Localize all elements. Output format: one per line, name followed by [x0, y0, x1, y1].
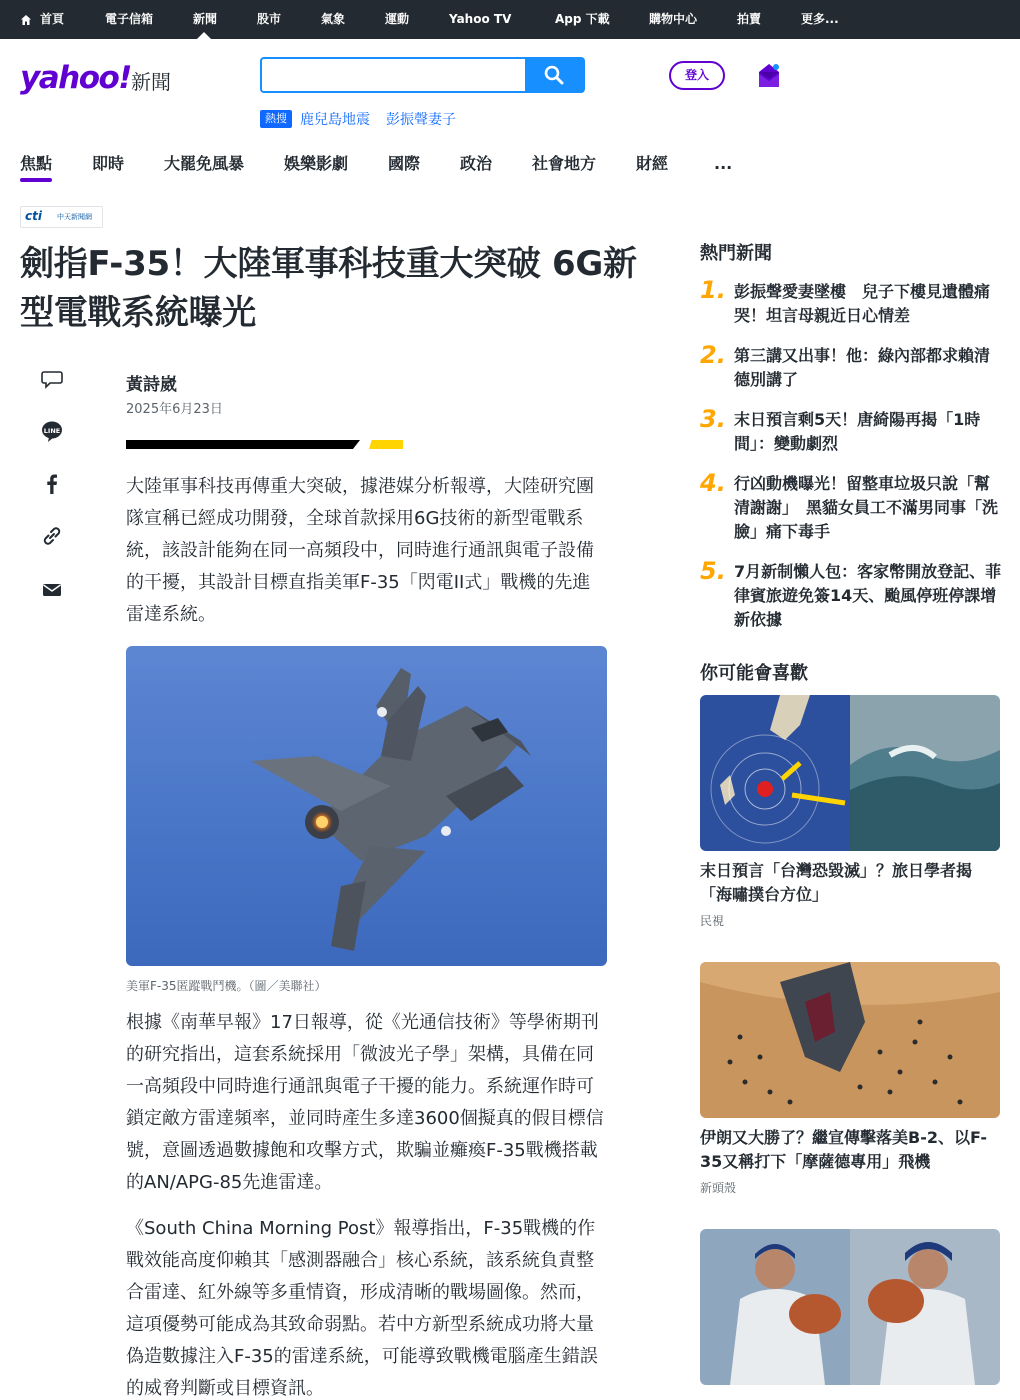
- trending-news-link[interactable]: 彭振聲愛妻墜樓 兒子下樓見遺體痛哭！坦言母親近日心情差: [734, 282, 991, 325]
- subnav-tab-recall[interactable]: 大罷免風暴: [164, 154, 245, 173]
- topnav-home[interactable]: 首頁: [40, 12, 65, 26]
- trending-rank: 2.: [700, 341, 726, 369]
- topnav-finance[interactable]: 股市: [257, 12, 282, 26]
- svg-text:LINE: LINE: [43, 427, 61, 435]
- wreckage-desert-thumbnail: [700, 962, 1000, 1118]
- logo-wordmark: yahoo!: [20, 60, 131, 96]
- facebook-icon[interactable]: [40, 472, 64, 496]
- article-author[interactable]: 黃詩崴: [126, 375, 177, 395]
- topnav-news[interactable]: 新聞: [193, 12, 218, 26]
- mail-icon[interactable]: [757, 61, 781, 89]
- top-navigation-bar: [0, 0, 1020, 39]
- subnav-tab-latest[interactable]: 即時: [92, 154, 125, 173]
- trending-news-link[interactable]: 7月新制懶人包：客家幣開放登記、菲律賓旅遊免簽14天、颱風停班停課增新依據: [734, 562, 1002, 629]
- source-logo-mark: cti: [25, 209, 42, 223]
- baseball-players-thumbnail: [700, 1229, 1000, 1385]
- topnav-more[interactable]: 更多...: [801, 12, 839, 26]
- topnav-app-download[interactable]: App 下載: [555, 12, 610, 26]
- hot-search-link[interactable]: 鹿兒島地震: [300, 112, 370, 128]
- trending-news-link[interactable]: 行凶動機曝光！留整車垃圾只說「幫清謝謝」 黑貓女員工不滿男同事「洗臉」痛下毒手: [734, 474, 999, 541]
- article-paragraph: 根據《南華早報》17日報導，從《光通信技術》等學術期刊的研究指出，這套系統採用「微波光子學」架構，具備在同一高頻段中同時進行通訊與電子干擾的能力。系統運作時可鎖定敵方雷達頻率，並同時產生多達3600個擬真的假目標信號，意圖透過數據飽和攻擊方式，欺騙並癱瘓F-35戰機搭載的AN/APG-85先進雷達。: [126, 1012, 604, 1193]
- article-photo-f35[interactable]: [126, 646, 607, 966]
- recommended-title: 你可能會喜歡: [700, 663, 808, 684]
- recommended-card-title[interactable]: 伊朗又大勝了？繼宣傳擊落美B-2、以F-35又稱打下「摩薩德專用」飛機: [700, 1128, 988, 1171]
- trending-news-link[interactable]: 末日預言剩5天！唐綺陽再揭「1時間」：變動劇烈: [734, 410, 981, 453]
- photo-caption: 美軍F-35匿蹤戰鬥機。（圖／美聯社）: [126, 979, 327, 993]
- source-logo[interactable]: [20, 206, 103, 228]
- yahoo-news-logo[interactable]: [20, 60, 171, 96]
- logo-section-label: 新聞: [131, 70, 171, 94]
- trending-news-title: 熱門新聞: [700, 243, 772, 264]
- article-date: 2025年6月23日: [126, 402, 223, 417]
- subnav-active-indicator: [20, 178, 52, 182]
- topnav-yahoo-tv[interactable]: Yahoo TV: [449, 12, 512, 26]
- trending-rank: 5.: [700, 557, 726, 585]
- search-input[interactable]: [262, 59, 526, 91]
- login-button[interactable]: 登入: [669, 61, 725, 90]
- article-divider-accent: [369, 440, 403, 449]
- source-logo-name: 中天新聞網: [57, 213, 92, 221]
- topnav-auction[interactable]: 拍賣: [737, 12, 762, 26]
- recommended-card-image[interactable]: [700, 695, 1000, 851]
- tsunami-map-thumbnail: [700, 695, 1000, 851]
- subnav-tab-focus[interactable]: 焦點: [20, 154, 53, 173]
- article-headline: 劍指F-35！大陸軍事科技重大突破 6G新型電戰系統曝光: [20, 244, 637, 333]
- recommended-card-title[interactable]: 末日預言「台灣恐毀滅」？旅日學者揭「海嘯撲台方位」: [700, 861, 973, 904]
- topnav-weather[interactable]: 氣象: [321, 12, 346, 26]
- home-icon: [20, 14, 32, 26]
- subnav-tab-finance[interactable]: 財經: [636, 154, 669, 173]
- article-paragraph: 大陸軍事科技再傳重大突破，據港媒分析報導，大陸研究團隊宣稱已經成功開發，全球首款採用6G技術的新型電戰系統，該設計能夠在同一高頻段中，同時進行通訊與電子設備的干擾，其設計目標直指美軍F-35「閃電II式」戰機的先進雷達系統。: [126, 476, 594, 625]
- email-icon[interactable]: [40, 578, 64, 602]
- trending-rank: 3.: [700, 405, 726, 433]
- trending-rank: 1.: [700, 276, 726, 304]
- active-tab-caret: [197, 32, 211, 39]
- subnav-tab-entertainment[interactable]: 娛樂影劇: [284, 154, 349, 173]
- trending-rank: 4.: [700, 469, 726, 497]
- f35-jet-illustration: [126, 646, 607, 966]
- subnav-more[interactable]: ...: [714, 154, 733, 173]
- recommended-card-source: 民視: [700, 914, 725, 928]
- recommended-card-source: 新頭殼: [700, 1181, 737, 1195]
- subnav-tab-society[interactable]: 社會地方: [532, 154, 597, 173]
- line-icon[interactable]: [40, 419, 64, 443]
- search-icon: [544, 65, 564, 85]
- subnav-tab-politics[interactable]: 政治: [460, 154, 493, 173]
- hot-search-link[interactable]: 彭振聲妻子: [386, 112, 456, 128]
- hot-search-badge: 熱搜: [260, 110, 292, 128]
- comment-icon[interactable]: [40, 367, 64, 391]
- topnav-shopping[interactable]: 購物中心: [649, 12, 698, 26]
- trending-news-link[interactable]: 第三講又出事！他：綠內部都求賴清德別講了: [734, 346, 991, 389]
- topnav-sports[interactable]: 運動: [385, 12, 410, 26]
- recommended-card-image[interactable]: [700, 962, 1000, 1118]
- search-button[interactable]: [525, 57, 585, 93]
- search-field[interactable]: [260, 57, 526, 93]
- article-divider: [126, 440, 360, 449]
- topnav-mail[interactable]: 電子信箱: [105, 12, 154, 26]
- recommended-card-image[interactable]: [700, 1229, 1000, 1385]
- subnav-tab-international[interactable]: 國際: [388, 154, 421, 173]
- article-paragraph: 《South China Morning Post》報導指出，F-35戰機的作戰效能高度仰賴其「感測器融合」核心系統，該系統負責整合雷達、紅外線等多重情資，形成清晰的戰場圖像。然而，這項優勢可能成為其致命弱點。若中方新型系統成功將大量偽造數據注入F-35的雷達系統，可能導致戰機電腦產生錯誤的威脅判斷或目標資訊。: [126, 1218, 598, 1399]
- link-icon[interactable]: [40, 524, 64, 548]
